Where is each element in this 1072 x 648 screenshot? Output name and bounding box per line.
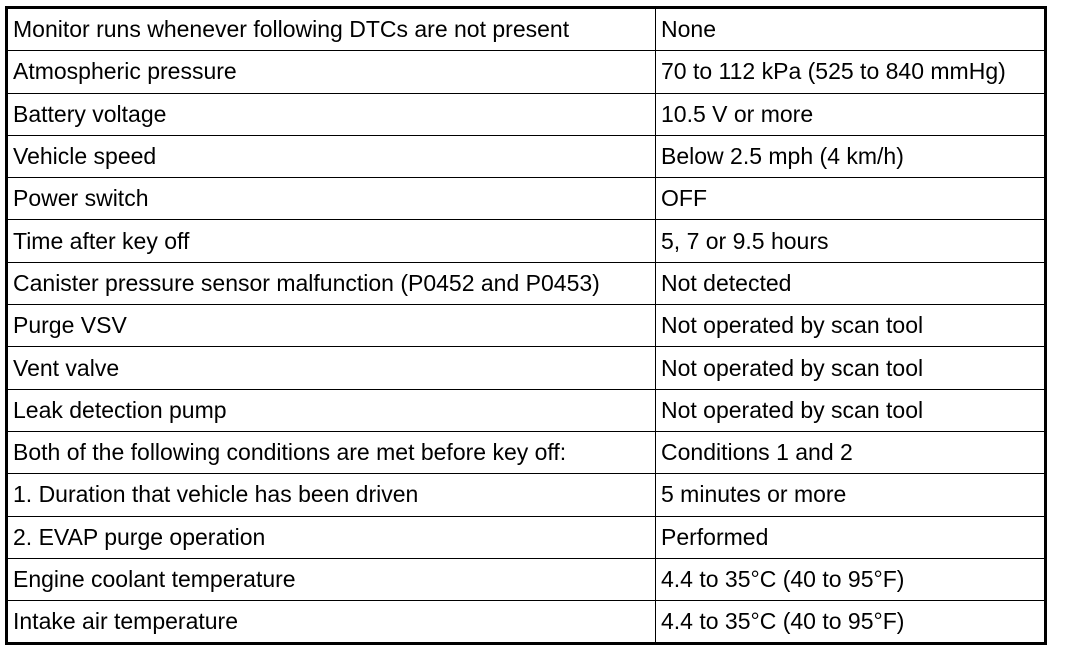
conditions-table [5,6,1047,645]
condition-item-cell: 1. Duration that vehicle has been driven [7,474,656,516]
condition-item-cell: Purge VSV [7,305,656,347]
condition-value-cell: Not detected [656,262,1046,304]
condition-value-cell: Performed [656,516,1046,558]
condition-item-cell: Leak detection pump [7,389,656,431]
table-row [7,516,1046,558]
condition-item-cell: Monitor runs whenever following DTCs are not present [7,8,656,51]
condition-value-cell: 70 to 112 kPa (525 to 840 mmHg) [656,51,1046,93]
condition-item-cell: Canister pressure sensor malfunction (P0452 and P0453) [7,262,656,304]
condition-item-cell: Power switch [7,178,656,220]
condition-value-cell: 10.5 V or more [656,93,1046,135]
condition-value-cell: 5 minutes or more [656,474,1046,516]
table-row [7,178,1046,220]
table-row [7,431,1046,473]
condition-value-cell: 4.4 to 35°C (40 to 95°F) [656,558,1046,600]
table-row [7,262,1046,304]
condition-value-cell: Below 2.5 mph (4 km/h) [656,135,1046,177]
condition-item-cell: Battery voltage [7,93,656,135]
condition-value-cell: 5, 7 or 9.5 hours [656,220,1046,262]
condition-item-cell: Time after key off [7,220,656,262]
table-row [7,93,1046,135]
condition-item-cell: Vehicle speed [7,135,656,177]
condition-item-cell: 2. EVAP purge operation [7,516,656,558]
table-row [7,558,1046,600]
table-row [7,51,1046,93]
condition-value-cell: None [656,8,1046,51]
table-row [7,389,1046,431]
table-row [7,305,1046,347]
condition-value-cell: Not operated by scan tool [656,389,1046,431]
condition-item-cell: Atmospheric pressure [7,51,656,93]
table-row [7,8,1046,51]
condition-item-cell: Vent valve [7,347,656,389]
condition-item-cell: Engine coolant temperature [7,558,656,600]
condition-value-cell: OFF [656,178,1046,220]
conditions-table-body [7,8,1046,644]
table-row [7,474,1046,516]
condition-value-cell: Not operated by scan tool [656,347,1046,389]
condition-value-cell: Not operated by scan tool [656,305,1046,347]
table-row [7,347,1046,389]
condition-value-cell: Conditions 1 and 2 [656,431,1046,473]
table-row [7,135,1046,177]
condition-item-cell: Intake air temperature [7,601,656,644]
condition-item-cell: Both of the following conditions are met before key off: [7,431,656,473]
table-row [7,601,1046,644]
table-row [7,220,1046,262]
condition-value-cell: 4.4 to 35°C (40 to 95°F) [656,601,1046,644]
